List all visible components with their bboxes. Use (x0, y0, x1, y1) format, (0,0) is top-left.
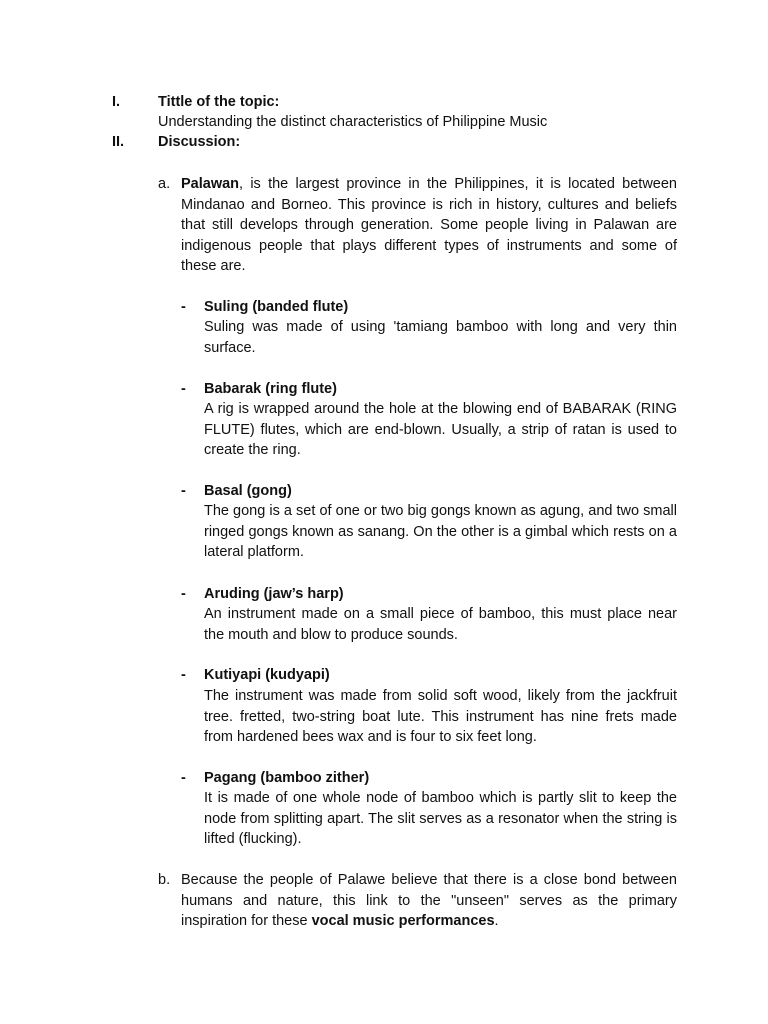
point-a-bold-lead: Palawan (181, 176, 240, 192)
section-1-numeral: I. (112, 94, 121, 110)
instrument-dash: - (181, 770, 186, 786)
instrument-description: An instrument made on a small piece of bamboo, this must place near the mouth and blow to produce sounds. (204, 606, 677, 643)
point-b-text: Because the people of Palawe believe that there is a close bond between humans and nature, this link to the "unseen" serves as the primary inspiration for these (181, 872, 677, 929)
instrument-description: Suling was made of using 'tamiang bamboo with long and very thin surface. (204, 319, 677, 356)
instrument-description: The instrument was made from solid soft wood, likely from the jackfruit tree. fretted, two-string boat lute. This instrument has nine frets made from hardened bees wax and is four to six feet long. (204, 688, 677, 745)
instrument-dash: - (181, 299, 186, 315)
instrument-name: Pagang (bamboo zither) (204, 770, 370, 786)
instrument-name: Suling (banded flute) (204, 299, 349, 315)
section-2-title: Discussion: (158, 134, 241, 150)
instrument-name: Aruding (jaw’s harp) (204, 586, 344, 602)
point-a-letter: a. (158, 176, 171, 192)
instrument-name: Kutiyapi (kudyapi) (204, 667, 330, 683)
instrument-dash: - (181, 381, 186, 397)
instrument-name: Babarak (ring flute) (204, 381, 337, 397)
topic-text: Understanding the distinct characteristics of Philippine Music (158, 114, 548, 130)
section-1-title: Tittle of the topic: (158, 94, 280, 110)
instrument-dash: - (181, 667, 186, 683)
instrument-description: A rig is wrapped around the hole at the blowing end of BABARAK (RING FLUTE) flutes, which are end-blown. Usually, a strip of ratan is used to create the ring. (204, 401, 677, 458)
instrument-description: The gong is a set of one or two big gongs known as agung, and two small ringed gongs known as sanang. On the other is a gimbal which rests on a lateral platform. (204, 503, 677, 560)
point-a-paragraph (181, 174, 677, 277)
point-b-end: . (494, 913, 499, 929)
instrument-description: It is made of one whole node of bamboo which is partly slit to keep the node from splitting apart. The slit serves as a resonator when the string is lifted (flucking). (204, 790, 677, 847)
point-b-paragraph (181, 870, 677, 932)
point-b-bold-tail: vocal music performances (311, 913, 495, 929)
section-2-numeral: II. (112, 134, 125, 150)
instrument-dash: - (181, 483, 186, 499)
point-b-letter: b. (158, 872, 171, 888)
point-a-text: , is the largest province in the Philippines, it is located between Mindanao and Borneo. This province is rich in history, cultures and beliefs that still develops through generation. Some people living in Palawan are indigenous people that plays different types of instruments and some of these are. (181, 176, 677, 274)
instrument-dash: - (181, 586, 186, 602)
instrument-name: Basal (gong) (204, 483, 292, 499)
